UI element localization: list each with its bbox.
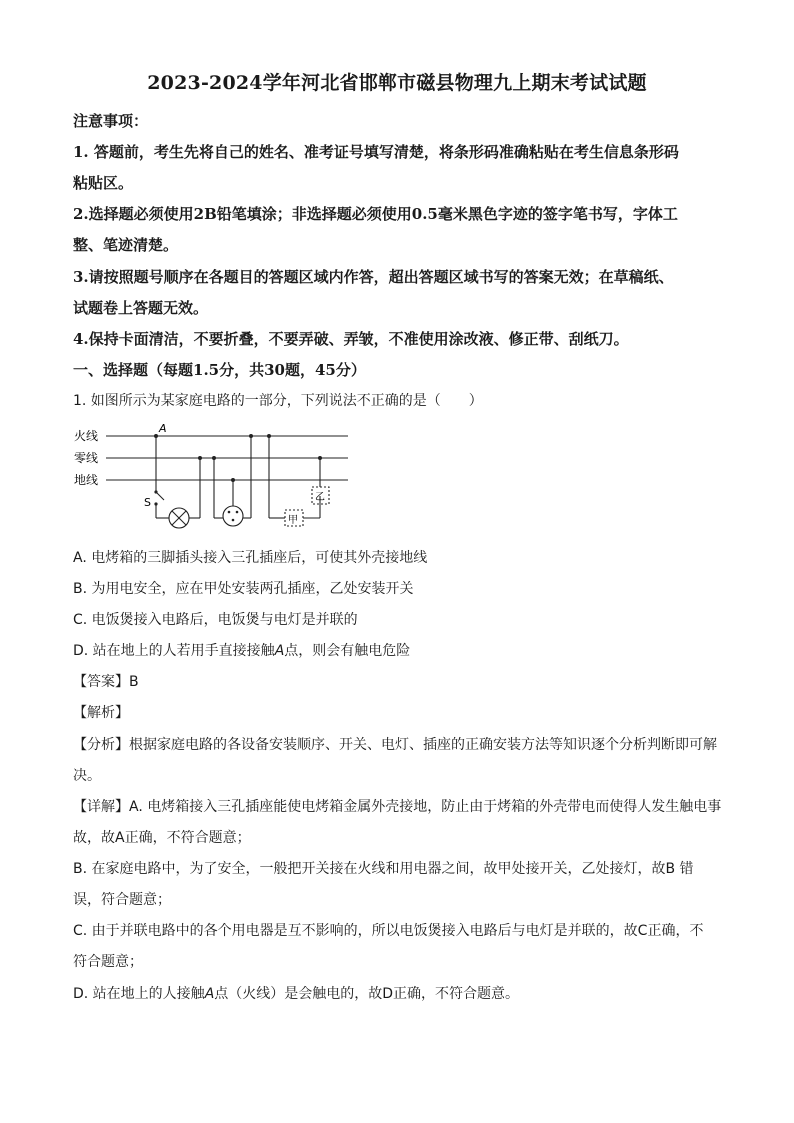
box-jia-label: 甲 xyxy=(288,515,298,526)
detail-line: 故，故A正确，不符合题意； xyxy=(73,830,251,846)
live-label: 火线 xyxy=(74,429,99,443)
notice-item: 1. 答题前，考生先将自己的姓名、准考证号填写清楚，将条形码准确粘贴在考生信息条形码 xyxy=(73,143,679,161)
circuit-diagram xyxy=(66,420,356,535)
detail-line: 【详解】A. 电烤箱接入三孔插座能使电烤箱金属外壳接地，防止由于烤箱的外壳带电而使得人发生触电事 xyxy=(73,799,722,815)
analysis-line: 决。 xyxy=(73,768,101,784)
notice-item: 3.请按照题号顺序在各题目的答题区域内作答，超出答题区域书写的答案无效；在草稿纸、 xyxy=(73,268,674,286)
detail-line: 符合题意； xyxy=(73,954,143,970)
page-title: 2023-2024学年河北省邯郸市磁县物理九上期末考试试题 xyxy=(147,72,647,94)
question-stem: 1. 如图所示为某家庭电路的一部分，下列说法不正确的是（ ） xyxy=(73,393,483,409)
detail-line: B. 在家庭电路中，为了安全，一般把开关接在火线和用电器之间，故甲处接开关，乙处接灯，故B 错 xyxy=(73,861,694,877)
notice-item: 试题卷上答题无效。 xyxy=(73,299,209,317)
detail-line: 误，符合题意； xyxy=(73,892,171,908)
option-d: D. 站在地上的人若用手直接接触A点，则会有触电危险 xyxy=(73,643,411,659)
socket-icon xyxy=(223,506,243,526)
section-heading: 一、选择题（每题1.5分，共30题，45分） xyxy=(73,361,366,379)
neutral-label: 零线 xyxy=(74,451,99,465)
detail-line-d: D. 站在地上的人接触A点（火线）是会触电的，故D正确，不符合题意。 xyxy=(73,986,520,1002)
notice-item: 2.选择题必须使用2B铅笔填涂；非选择题必须使用0.5毫米黑色字迹的签字笔书写，字体工 xyxy=(73,205,678,223)
notice-heading: 注意事项： xyxy=(73,112,149,130)
analysis-line: 【分析】根据家庭电路的各设备安装顺序、开关、电灯、插座的正确安装方法等知识逐个分析判断即可解 xyxy=(73,737,717,753)
option-a: A. 电烤箱的三脚插头接入三孔插座后，可使其外壳接地线 xyxy=(73,550,428,566)
option-b: B. 为用电安全，应在甲处安装两孔插座，乙处安装开关 xyxy=(73,581,414,597)
notice-item: 粘贴区。 xyxy=(73,174,134,192)
point-a-label: A xyxy=(159,422,167,435)
detail-line: C. 由于并联电路中的各个用电器是互不影响的，所以电饭煲接入电路后与电灯是并联的，故C正确，不 xyxy=(73,923,704,939)
analysis-heading: 【解析】 xyxy=(73,705,129,721)
notice-item: 4.保持卡面清洁，不要折叠，不要弄破、弄皱，不准使用涂改液、修正带、刮纸刀。 xyxy=(73,330,629,348)
option-c: C. 电饭煲接入电路后，电饭煲与电灯是并联的 xyxy=(73,612,358,628)
answer: 【答案】B xyxy=(73,674,139,690)
ground-label: 地线 xyxy=(74,473,99,487)
box-yi-label: 乙 xyxy=(315,492,325,503)
notice-item: 整、笔迹清楚。 xyxy=(73,236,179,254)
switch-label: S xyxy=(144,496,151,509)
